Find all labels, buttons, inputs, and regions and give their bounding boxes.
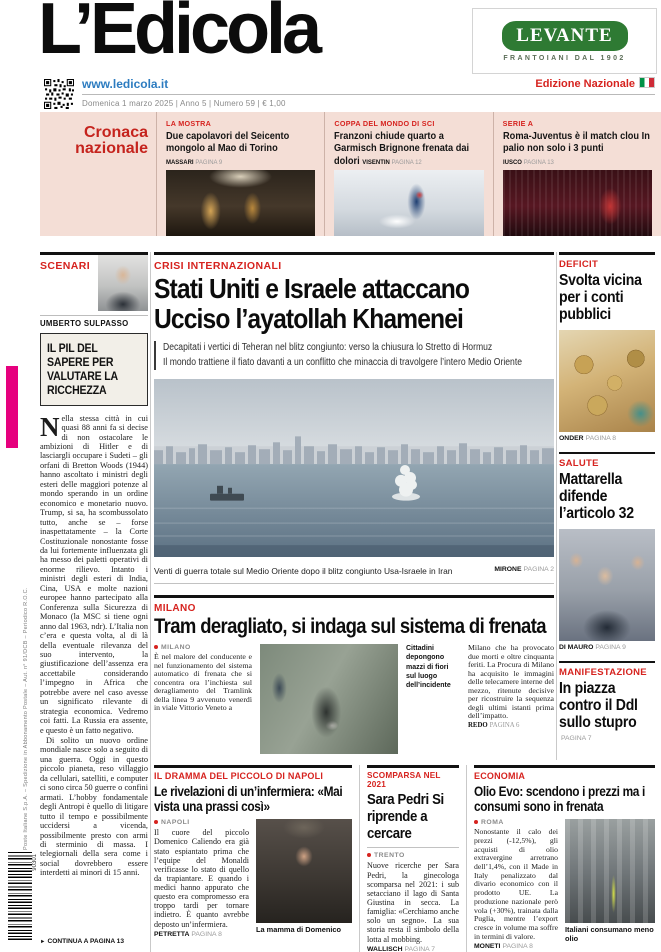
photo-caption: Venti di guerra totale sul Medio Oriente dopo il blitz congiunto Usa-Israele in Iran [154, 566, 453, 577]
levante-ad[interactable] [472, 8, 657, 74]
photo-skier [334, 170, 483, 236]
masthead-title: L’Edicola [38, 0, 319, 69]
photo-author-portrait [98, 255, 148, 311]
location-pin-icon [154, 820, 158, 824]
kicker-scenari: SCENARI [40, 260, 91, 272]
section-bar [559, 252, 655, 255]
location-label: TRENTO [367, 852, 459, 859]
section-label-cronaca: Cronaca nazionale [75, 124, 148, 158]
levante-tagline: FRANTOIANI DAL 1902 [503, 54, 626, 62]
barcode-number: 90301 [32, 854, 38, 871]
postal-imprint: Poste Italiane S.p.A. – Spedizione in Abbonamento Postale – Aut. n° 91/DCB – Periodico R.O.C. [23, 587, 29, 850]
headline: Due capolavori del Seicento mongolo al Mao di Torino MASSARI PAGINA 9 [166, 130, 290, 166]
divider [466, 765, 467, 952]
rail-article-manifestazione[interactable] [559, 661, 655, 742]
divider [40, 315, 148, 316]
photo-caption: Cittadini depongono mazzi di fiori sul luogo dell’incidente [406, 645, 451, 689]
photo-mother-of-domenico [256, 819, 352, 923]
headline: Franzoni chiude quarto a Garmisch Brignone frenata dai dolori VISENTIN PAGINA 12 [334, 130, 470, 167]
main-headline: Stati Uniti e Israele attaccano Ucciso l’ayatollah Khamenei [154, 273, 470, 334]
location-label: ROMA [474, 819, 558, 826]
location-pin-icon [474, 820, 478, 824]
author-name: UMBERTO SULPASSO [40, 319, 129, 328]
strip-article-seriea[interactable] [493, 112, 661, 236]
column-divider [150, 252, 151, 952]
article-text: Nonostante il calo dei prezzi (-12,5%), gli acquisti di olio extravergine arretrano dell’1,4%, con il Made in Italy penalizzato dal divario economico con il prodotto UE. La produzione nazionale però vola (+30%), trainata dalla Puglia, mentre l’export cresce in volume ma soffre in termini di valore. [474, 827, 558, 941]
opinion-title: IL PIL DEL SAPERE PER VALUTARE LA RICCHEZZA [47, 341, 118, 398]
byline: DI MAURO PAGINA 9 [559, 643, 626, 651]
location-label: NAPOLI [154, 819, 249, 826]
kicker-crisi: CRISI INTERNAZIONALI [154, 260, 282, 272]
header-divider [82, 94, 655, 95]
headline: Mattarella difende l’articolo 32 [559, 470, 634, 522]
edition-label [535, 77, 655, 90]
article-text: Milano che ha provocato due morti e oltre cinquanta feriti. La Procura di Milano ha acquisito le immagini delle telecamere interne del mezzo, ritenute decisive per ricostruire la sequenza degli ultimi istanti prima dell’impatto. REDO PAGINA 6 [468, 643, 554, 729]
photo-mattarella [559, 529, 655, 641]
right-rail [559, 252, 655, 752]
photo-football-match [503, 170, 652, 236]
byline: PETRETTA PAGINA 8 [154, 930, 222, 938]
photo-middle-east-strike [154, 379, 554, 557]
spine-color-mark [6, 366, 18, 448]
barcode [8, 852, 32, 940]
kicker: LA MOSTRA [166, 119, 212, 128]
photo-euro-coins [559, 330, 655, 432]
levante-logo: LEVANTE [502, 21, 628, 51]
scenari-article[interactable] [40, 252, 148, 945]
opinion-body: Nella stessa città in cui quasi 88 anni fa si decise di non ostacolare le ambizioni di Hitler e di lasciargli occupare i Sudeti – gli orfani di Bretton Woods (1944) hanno ascoltato i ministri degli esteri delle maggiori potenze al mondo sperando in un ordine economico e monetario nuovo. Trump, si sa, ha scombussolato tutto, anche se – forse inaspettatamente – la Corte Costituzionale nonostante fosse da lui fortemente influenzata gli ha messo dei paletti operativi di enorme rilievo. Intanto i ministri degli esteri di India, Cina, USA e molte nazioni europee hanno partecipato alla Conferenza sulla Sicurezza di Monaco (la MSC si tiene ogni anno dal 1963, ndr). L’Italia non c’era e questa volta, al di là della eventuale rilevanza del suo intervento, la giustificazione dell’assenza era accettabile considerando l’impegno in Africa che potrebbe avere nel caso avesse un significato rilevante di strategia economica. Vedremo coi fatti. La Russia era assente, e questo è un fatto negativo. Di solito un nuovo ordine mondiale nasce solo a seguito di una guerra. Oggi in questo piccolo pianeta, reso villaggio da cellulari, satelliti, e computer ci sono circa 50 guerre o confini armati. L’hobby fondamentale degli Antropi è quello di litigare tutto il tempo e possibilmente uccidersi a vicenda, possibilmente presto con armi di sterminio di massa. I telegiornali della sera come i social dovrebbero essere interdetti ai minori di 15 anni. [40, 413, 148, 878]
kicker: SERIE A [502, 119, 534, 128]
kicker: COPPA DEL MONDO DI SCI [334, 119, 435, 128]
cronaca-strip [40, 112, 661, 236]
byline: ONDER PAGINA 8 [559, 434, 617, 442]
photo-tram-memorial [260, 644, 398, 754]
rail-article-deficit[interactable] [559, 252, 655, 442]
website-link[interactable]: www.ledicola.it [82, 77, 169, 91]
kicker-milano: MILANO [154, 603, 196, 615]
photo-olive-oil-plant [565, 819, 655, 923]
kicker: DEFICIT [559, 259, 599, 270]
kicker: MANIFESTAZIONE [559, 666, 647, 678]
location-label: MILANO [154, 644, 252, 651]
byline: REDO PAGINA 6 [468, 721, 520, 729]
bottom-strip [154, 765, 655, 952]
main-deck: Decapitati i vertici di Teheran nel blitz congiunto: verso la chiusura lo Stretto di Hormuz Il mondo trattiene il fiato davanti a un conflitto che minaccia di travolgere l’intero Medio Oriente [154, 341, 554, 370]
section-bar [559, 452, 655, 454]
article-text: È nel malore del conducente e nel funzionamento del sistema automatico di frenata che si concentra ora l’inchiesta sul deragliamento del Tramlink della linea 9 avvenuto venerdì in viale Vittorio Veneto a [154, 652, 252, 713]
page-ref: PAGINA 7 [561, 734, 592, 742]
headline: Roma-Juventus è il match clou In palio non solo i 3 punti IUSCO PAGINA 13 [502, 130, 650, 166]
byline: MIRONE PAGINA 2 [494, 566, 554, 574]
milano-headline: Tram deragliato, si indaga sul sistema di frenata [154, 615, 546, 639]
bottom-article-olio[interactable] [474, 765, 655, 952]
edition-text: Edizione Nazionale [535, 78, 635, 90]
article-text: Nuove ricerche per Sara Pedri, la ginecologa scomparsa nel 2021: i sub setacciano il lago di Santa Giustina in secca. La famiglia: «Cerchiamo anche solo un segno». La sua storia resta il simbolo della lotta al mobbing. [367, 861, 459, 944]
section-bar [154, 595, 554, 598]
location-pin-icon [154, 645, 158, 649]
photo-caption: Italiani consumano meno olio [565, 925, 654, 944]
byline: VISENTIN PAGINA 12 [362, 158, 423, 166]
bottom-article-napoli[interactable] [154, 765, 352, 952]
location-pin-icon [367, 853, 371, 857]
column-divider [556, 252, 557, 760]
qr-code-icon [44, 79, 74, 109]
kicker: SALUTE [559, 457, 599, 469]
strip-article-sci[interactable] [324, 112, 492, 236]
section-bar [154, 252, 554, 255]
headline: Sara Pedri Si riprende a cercare [367, 791, 444, 842]
photo-caption: La mamma di Domenico [256, 925, 342, 935]
continue-link[interactable]: ► CONTINUA A PAGINA 13 [40, 937, 125, 945]
kicker: IL DRAMMA DEL PICCOLO DI NAPOLI [154, 771, 324, 781]
rail-article-salute[interactable] [559, 452, 655, 651]
dateline: Domenica 1 marzo 2025 | Anno 5 | Numero 59 | € 1,00 [82, 99, 286, 108]
divider [367, 847, 459, 848]
divider [154, 583, 554, 584]
section-bar [559, 661, 655, 663]
bottom-article-pedri[interactable] [367, 765, 459, 952]
continue-arrow-icon: ► [40, 938, 46, 945]
headline: Le rivelazioni di un’infermiera: «Mai vista una prassi così» [154, 784, 343, 815]
article-text: Il cuore del piccolo Domenico Caliendo era già stato espiantato prima che l’equipe del Monaldi verificasse lo stato di quello da trapiantare. E quando i medici hanno appurato che questo era compromesso era troppo tardi per tornare indietro. È quanto avrebbe deposto un’infermiera. [154, 828, 249, 929]
byline: MASSARI PAGINA 9 [166, 158, 223, 166]
main-story[interactable] [154, 252, 554, 754]
headline: Svolta vicina per i conti pubblici [559, 272, 642, 323]
drop-cap: N [40, 413, 60, 442]
kicker: ECONOMIA [474, 771, 526, 781]
milano-article[interactable] [154, 595, 554, 754]
byline: MONETI PAGINA 8 [474, 943, 533, 951]
headline: Olio Evo: scendono i prezzi ma i consumi sono in frenata [474, 784, 645, 815]
italy-flag-icon [639, 77, 655, 88]
opinion-title-box [40, 333, 148, 406]
byline: IUSCO PAGINA 13 [502, 158, 554, 166]
photo-museum-exhibit [166, 170, 315, 236]
strip-article-mostra[interactable] [156, 112, 324, 236]
headline: In piazza contro il Ddl sullo stupro [559, 679, 638, 731]
divider [359, 765, 360, 952]
byline: WALLISCH PAGINA 7 [367, 945, 435, 952]
kicker: SCOMPARSA NEL 2021 [367, 771, 441, 789]
